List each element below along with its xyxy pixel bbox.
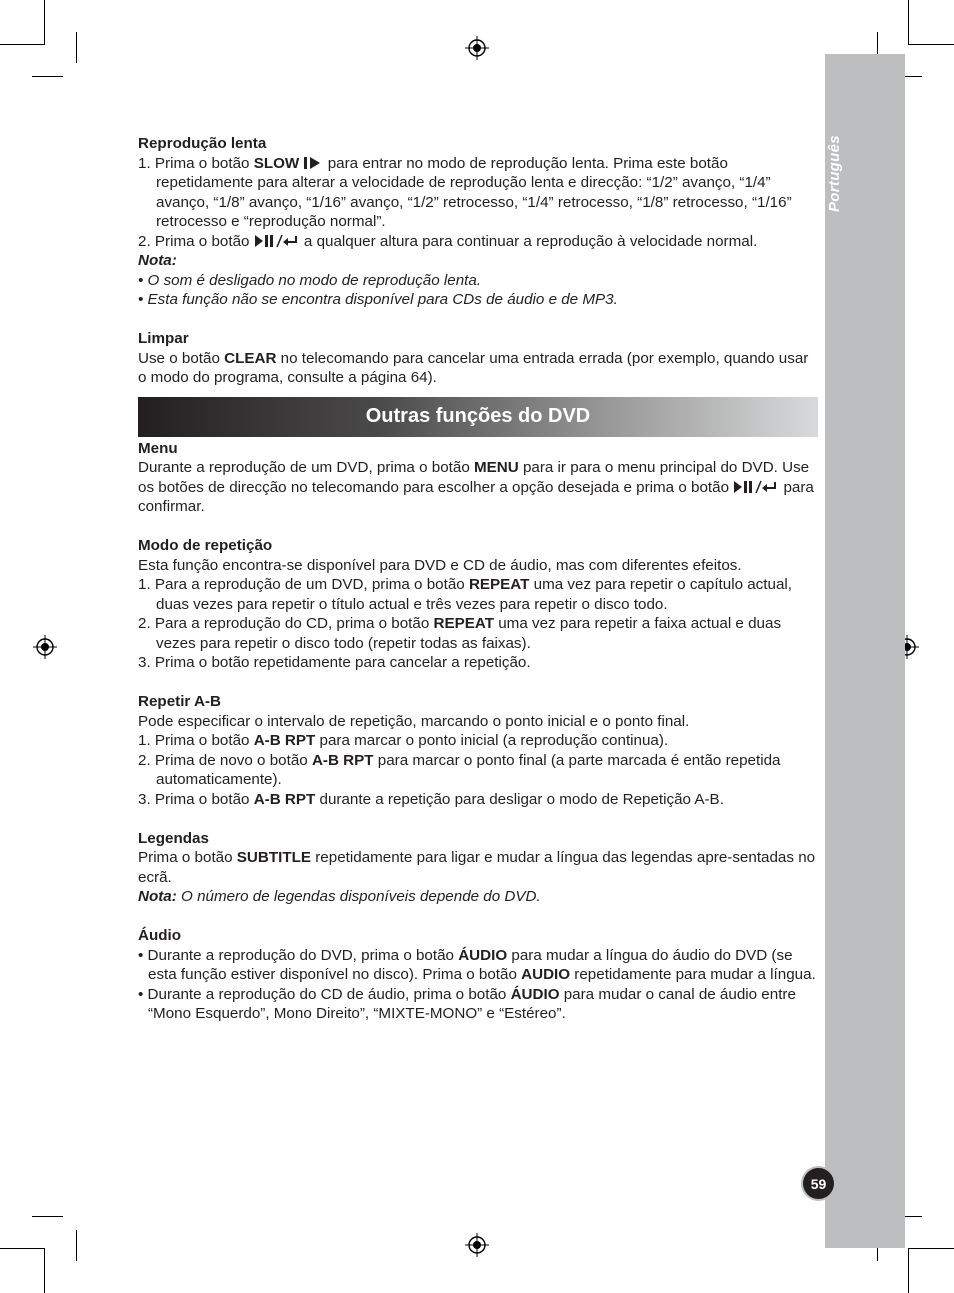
text: Prima o botão — [154, 154, 254, 172]
paragraph: Pode especificar o intervalo de repetição, marcando o ponto inicial e o ponto final. — [138, 712, 690, 730]
text: durante a repetição para desligar o modo de Repetição A-B. — [315, 790, 724, 808]
list-item — [138, 946, 818, 985]
page-number: 59 — [803, 1168, 834, 1199]
list-item — [138, 985, 818, 1024]
key-name: A-B RPT — [253, 790, 316, 808]
key-name: SUBTITLE — [236, 849, 312, 866]
key-name: ÁUDIO — [510, 985, 560, 1003]
text: uma vez para repetir a faixa actual e duas vezes para repetir o disco todo (repetir todas as faixas). — [156, 615, 782, 652]
list-item — [138, 614, 818, 653]
text: Prima o botão — [154, 232, 254, 250]
text: para marcar o ponto final (a parte marcada é então repetida automaticamente). — [156, 751, 781, 788]
page-content — [138, 134, 818, 1024]
text: Prima o botão repetidamente para cancelar a repetição. — [154, 654, 531, 671]
list-number: 3. — [138, 654, 151, 671]
list-number: 1. — [138, 732, 151, 749]
language-text: Português — [826, 135, 843, 212]
list-number: 1. — [138, 154, 151, 172]
text: para mudar o canal de áudio entre “Mono Esquerdo”, Mono Direito”, “MIXTE-MONO” e “Estéreo”. — [148, 985, 796, 1022]
registration-mark-icon — [465, 36, 489, 60]
crop-mark — [0, 44, 45, 45]
list-number: 2. — [138, 232, 151, 250]
section-heading-audio: Áudio — [138, 927, 182, 944]
text: O número de legendas disponíveis depende do DVD. — [176, 888, 541, 905]
key-name: SLOW — [253, 154, 300, 172]
text: a qualquer altura para continuar a reprodução à velocidade normal. — [299, 232, 758, 250]
section-heading-menu: Menu — [138, 439, 178, 457]
note-label: Nota: — [138, 252, 177, 269]
crop-mark — [32, 76, 63, 77]
text: repetidamente para ligar e mudar a língua das legendas apre-sentadas no ecrã. — [138, 849, 816, 886]
list-item — [138, 653, 818, 673]
text: Prima o botão — [154, 732, 254, 749]
text: para confirmar. — [138, 478, 814, 515]
section-heading-slow: Reprodução lenta — [138, 135, 267, 152]
note-item: • Esta função não se encontra disponível para CDs de áudio e de MP3. — [138, 291, 618, 308]
key-name: REPEAT — [433, 615, 494, 632]
text: Prima de novo o botão — [154, 751, 312, 769]
note-label: Nota: — [138, 888, 177, 905]
language-label — [826, 135, 856, 242]
crop-mark — [909, 44, 954, 45]
text: Para a reprodução do CD, prima o botão — [154, 615, 434, 632]
list-item — [138, 575, 818, 614]
text: • Durante a reprodução do DVD, prima o botão — [138, 946, 459, 964]
crop-mark — [909, 1248, 954, 1249]
text: no telecomando para cancelar uma entrada errada (por exemplo, quando usar o modo do programa, consulte a página 64). — [138, 349, 809, 386]
section-heading-clear: Limpar — [138, 330, 189, 347]
text: • Durante a reprodução do CD de áudio, prima o botão — [138, 985, 511, 1003]
paragraph: Esta função encontra-se disponível para DVD e CD de áudio, mas com diferentes efeitos. — [138, 556, 742, 574]
crop-mark — [0, 1248, 45, 1249]
key-name: AUDIO — [521, 966, 571, 983]
crop-mark — [76, 1230, 77, 1261]
key-name: A-B RPT — [253, 732, 316, 749]
crop-mark — [44, 1248, 45, 1293]
key-name: REPEAT — [468, 576, 530, 593]
slow-forward-icon — [303, 156, 323, 170]
list-item — [138, 751, 818, 790]
crop-mark — [908, 0, 909, 45]
list-number: 3. — [138, 790, 151, 808]
text: Para a reprodução de um DVD, prima o botão — [154, 576, 469, 593]
key-name: ÁUDIO — [458, 946, 508, 964]
key-name: MENU — [474, 459, 519, 476]
registration-mark-icon — [465, 1233, 489, 1257]
section-heading-repeat: Modo de repetição — [138, 537, 273, 554]
key-name: A-B RPT — [311, 751, 374, 769]
text: Prima o botão — [154, 790, 254, 808]
list-number: 2. — [138, 615, 151, 632]
key-name: CLEAR — [224, 349, 277, 367]
list-number: 1. — [138, 576, 151, 593]
section-banner: Outras funções do DVD — [138, 397, 818, 437]
text: Prima o botão — [138, 849, 237, 866]
list-number: 2. — [138, 751, 151, 769]
list-item — [138, 731, 818, 751]
note — [138, 887, 818, 907]
note-item: • O som é desligado no modo de reprodução lenta. — [138, 271, 482, 289]
text: para entrar no modo de reprodução lenta. Prima este botão repetidamente para alterar a velocidade de reprodução lenta e direcção: “1/2” avanço, “1/4” avanço, “1/8” avanço, “1/16” avanço, “1/2” retrocesso, “1/4” retrocesso, “1/8” retrocesso, “1/16” retrocesso e “reprodução normal”. — [156, 154, 792, 230]
text: para ir para o menu principal do DVD. Use os botões de direcção no telecomando para escolher a opção desejada e prima o botão — [138, 459, 810, 496]
list-item — [138, 154, 818, 232]
text: Use o botão — [138, 349, 225, 367]
registration-mark-icon — [33, 635, 57, 659]
text: uma vez para repetir o capítulo actual, duas vezes para repetir o título actual e três vezes para repetir o disco todo. — [156, 576, 792, 613]
section-heading-subtitles: Legendas — [138, 829, 209, 847]
crop-mark — [32, 1216, 63, 1217]
list-item — [138, 232, 818, 252]
paragraph — [138, 848, 818, 887]
text: repetidamente para mudar a língua. — [570, 966, 816, 983]
play-pause-enter-icon — [254, 234, 300, 248]
play-pause-enter-icon — [733, 480, 779, 494]
text: Durante a reprodução de um DVD, prima o botão — [138, 459, 474, 476]
text: para marcar o ponto inicial (a reprodução continua). — [315, 732, 669, 749]
list-item — [138, 790, 818, 810]
crop-mark — [44, 0, 45, 45]
crop-mark — [908, 1248, 909, 1293]
paragraph — [138, 349, 818, 388]
crop-mark — [76, 32, 77, 63]
section-heading-ab: Repetir A-B — [138, 693, 221, 710]
text: para mudar a língua do áudio do DVD (se esta função estiver disponível no disco). Prima o botão — [148, 946, 793, 983]
paragraph — [138, 458, 818, 517]
